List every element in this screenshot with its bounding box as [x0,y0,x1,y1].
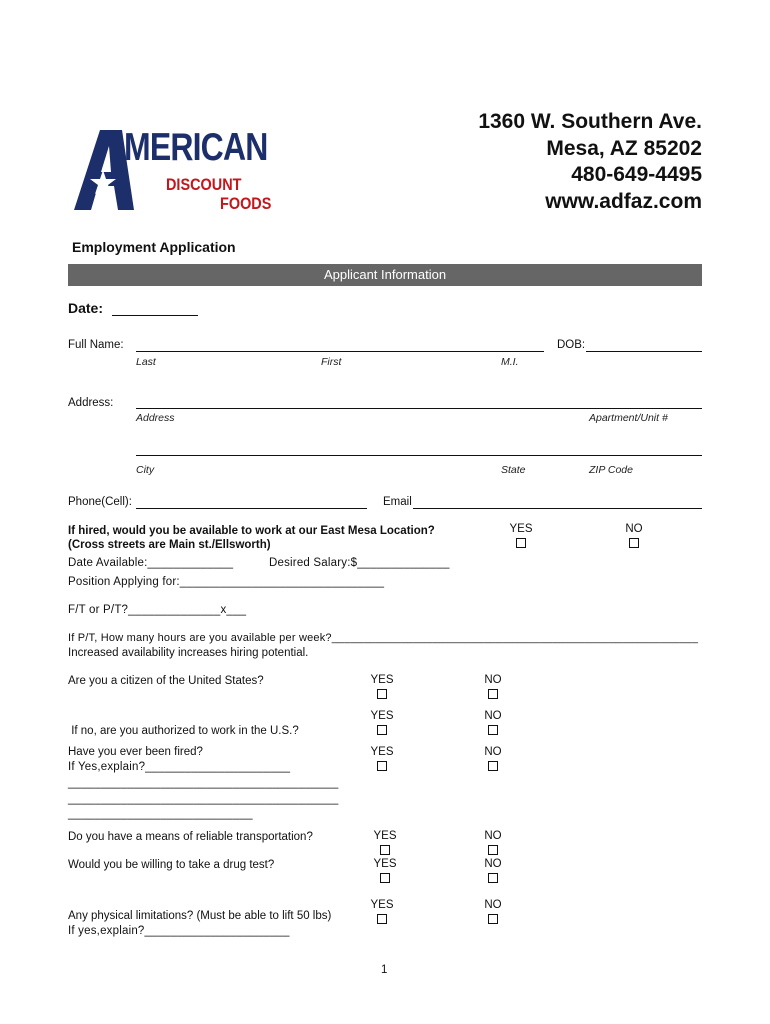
transportation-yes[interactable] [365,830,405,859]
availability-note: Increased availability increases hiring potential. [68,647,309,659]
checkbox[interactable] [488,914,498,924]
citizen-no[interactable] [473,674,513,703]
section-header: Applicant Information [68,264,702,286]
city-caption: City [136,464,155,476]
citizen-question: Are you a citizen of the United States? [68,675,264,687]
citizen-yes[interactable] [362,674,402,703]
apartment-caption: Apartment/Unit # [589,412,668,424]
physical-yes[interactable] [362,899,402,928]
checkbox[interactable] [377,914,387,924]
no-label: NO [484,899,502,911]
checkbox[interactable] [629,538,639,548]
yes-label: YES [370,710,394,722]
physical-limitations-question: Any physical limitations? (Must be able to lift 50 lbs) [68,910,332,922]
logo-foods: FOODS [220,194,272,213]
physical-no[interactable] [473,899,513,928]
checkbox[interactable] [380,845,390,855]
contact-street: 1360 W. Southern Ave. [478,110,702,133]
checkbox[interactable] [377,761,387,771]
contact-city: Mesa, AZ 85202 [546,136,702,160]
email-field[interactable] [413,508,702,509]
full-name-label: Full Name: [68,339,124,351]
form-title: Employment Application [72,239,236,255]
no-label: NO [625,523,643,535]
state-caption: State [501,464,526,476]
page-number: 1 [381,964,388,976]
east-mesa-yes[interactable] [501,523,541,552]
authorized-question: If no, are you authorized to work in the U.S.? [68,725,299,737]
yes-label: YES [370,746,394,758]
pt-hours-field[interactable]: If P/T, How many hours are you available per week?__________________________________________________________ [68,632,699,644]
physical-explain-field[interactable]: If yes,explain?______________________ [68,925,290,937]
contact-phone: 480-649-4495 [571,163,702,186]
checkbox[interactable] [380,873,390,883]
address-field[interactable] [136,408,702,409]
checkbox[interactable] [488,689,498,699]
full-name-field[interactable] [136,351,544,352]
no-label: NO [484,830,502,842]
date-label: Date: [68,300,104,316]
date-field[interactable] [112,315,198,316]
explain-line-2[interactable]: _________________________________________ [68,793,339,805]
east-mesa-question: If hired, would you be available to work at our East Mesa Location? [68,525,435,537]
dob-label: DOB: [557,339,586,351]
no-label: NO [484,858,502,870]
east-mesa-no[interactable] [614,523,654,552]
fired-question: Have you ever been fired? [68,746,203,758]
yes-label: YES [509,523,533,535]
checkbox[interactable] [488,761,498,771]
zip-caption: ZIP Code [589,464,633,476]
explain-line-3[interactable]: ____________________________ [68,808,253,820]
contact-website: www.adfaz.com [545,189,702,213]
authorized-yes[interactable] [362,710,402,739]
checkbox[interactable] [377,689,387,699]
checkbox[interactable] [516,538,526,548]
fired-yes[interactable] [362,746,402,775]
transportation-no[interactable] [473,830,513,859]
phone-field[interactable] [136,508,367,509]
position-field[interactable]: Position Applying for:_______________________________ [68,576,385,588]
explain-line-1[interactable]: _________________________________________ [68,777,339,789]
middle-initial-caption: M.I. [501,356,519,368]
address-label: Address: [68,397,114,409]
no-label: NO [484,710,502,722]
company-logo [72,124,287,214]
transportation-question: Do you have a means of reliable transportation? [68,831,313,843]
checkbox[interactable] [488,845,498,855]
checkbox[interactable] [488,725,498,735]
drug-test-no[interactable] [473,858,513,887]
first-name-caption: First [321,356,342,368]
no-label: NO [484,746,502,758]
authorized-no[interactable] [473,710,513,739]
last-name-caption: Last [136,356,156,368]
dob-field[interactable] [586,351,702,352]
date-available-field[interactable]: Date Available:_____________ [68,557,234,569]
yes-label: YES [373,858,397,870]
drug-test-question: Would you be willing to take a drug test? [68,859,275,871]
checkbox[interactable] [377,725,387,735]
logo-word: MERICAN [124,126,268,169]
no-label: NO [484,674,502,686]
drug-test-yes[interactable] [365,858,405,887]
yes-label: YES [370,899,394,911]
city-state-zip-field[interactable] [136,455,702,456]
phone-label: Phone(Cell): [68,496,132,508]
desired-salary-field[interactable]: Desired Salary:$______________ [269,557,450,569]
ft-pt-field[interactable]: F/T or P/T?______________x___ [68,604,247,616]
east-mesa-cross-streets: (Cross streets are Main st./Ellsworth) [68,539,271,551]
checkbox[interactable] [488,873,498,883]
yes-label: YES [370,674,394,686]
fired-explain-field[interactable]: If Yes,explain?______________________ [68,761,291,773]
email-label: Email [383,496,412,508]
address-caption: Address [136,412,175,424]
yes-label: YES [373,830,397,842]
fired-no[interactable] [473,746,513,775]
logo-discount: DISCOUNT [166,175,242,194]
contact-block [478,109,702,215]
